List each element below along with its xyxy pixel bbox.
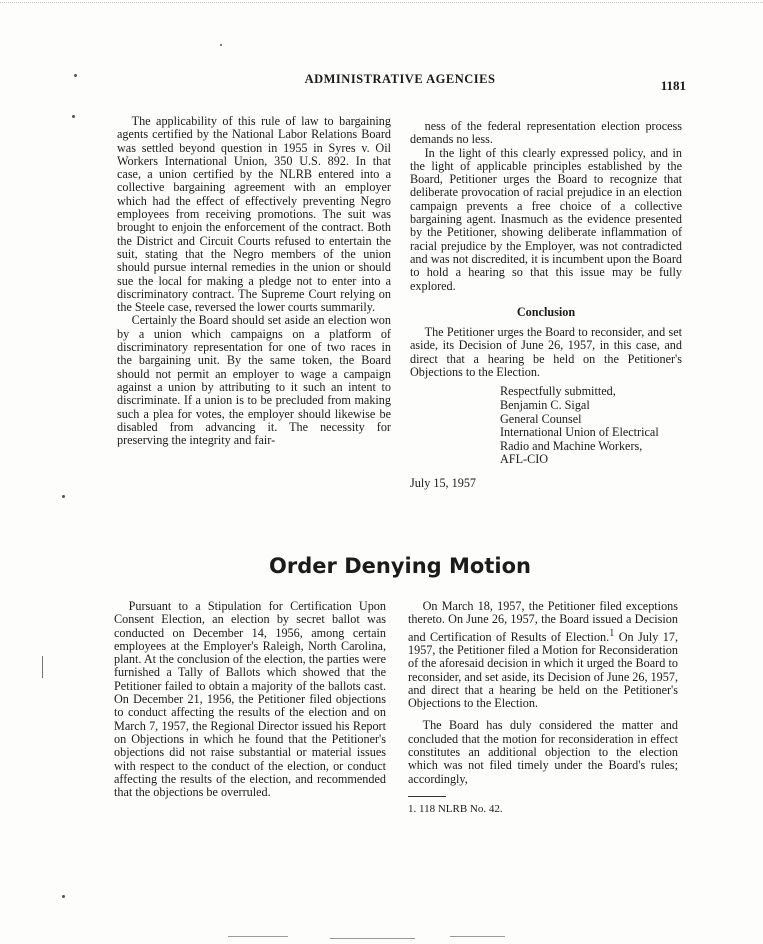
paragraph-syres-case: The applicability of this rule of law to bargaining agents certified by the National Labor Relations Board was settled beyond question in 1955 in Syres v. Oil Workers International Union, 350 U.S. 892. In that case, a union certified by the NLRB entered into a collective bargaining agreement with an employer which had the effect of effectively preventing Negro employees from receiving promotions. The suit was brought to enjoin the enforcement of the contract. Both the District and Circuit Courts refused to entertain the suit, stating that the Negro members of the union should pursue internal remedies in the union or should sue the local for making a pledge not to enter into a discriminatory contract. The Supreme Court relying on the Steele case, reversed the lower courts summarily. (117, 114, 391, 315)
conclusion-heading: Conclusion (516, 304, 576, 319)
signature-line: Respectfully submitted, (500, 384, 616, 399)
top-right-column (410, 120, 682, 490)
paragraph-board-should-set-aside: Certainly the Board should set aside an election won by a union which campaigns on a platform of discriminatory representation for one of two races in the bargaining unit. By the same token, the Board should not permit an employer to wage a campaign against a union by attributing to it such an intent to discriminate. If a union is to be precluded from making such a plea for votes, the employer should likewise be disabled from advancing it. The necessity for preserving the integrity and fair- (117, 313, 391, 448)
signature-line: International Union of Electrical (500, 425, 659, 440)
scan-speck (72, 115, 75, 118)
order-title: Order Denying Motion (269, 554, 531, 578)
scan-top-dotted-border (0, 2, 763, 3)
page-number: 1181 (660, 78, 686, 93)
paragraph-policy: In the light of this clearly expressed policy, and in the light of applicable principles established by the Board, Petitioner urges the Board to recognize that deliberate provocation of racial prejudice in an election campaign prevents a free choice of a collective bargaining agent. Inasmuch as the evidence presented by the Petitioner, showing deliberate inflammation of racial prejudice by the Employer, was not contradicted and was not discredited, it is incumbent upon the Board to hold a hearing so that this issue may be fully explored. (410, 145, 682, 293)
paragraph-board-considered: The Board has duly considered the matter and concluded that the motion for reconsideration in effect constitutes an additional objection to the election which was not filed timely under the Board's rules; accordingly, (408, 718, 678, 786)
scan-edge-line (450, 936, 505, 937)
scan-mark (42, 656, 43, 678)
order-right-column (408, 600, 678, 816)
signature-line: Benjamin C. Sigal (500, 397, 590, 412)
paragraph-exceptions-part2: On July 17, 1957, the Petitioner filed a Motion for Reconsideration of the aforesaid decision in which it urged the Board to reconsider, and set aside, its Decision of June 26, 1957, and direct that a hearing be held on the Petitioner's Objections to the Election. (408, 629, 678, 711)
top-left-column (117, 115, 391, 447)
order-left-column (114, 600, 386, 799)
paragraph-continuation: ness of the federal representation election process demands no less. (410, 119, 682, 147)
scan-speck (220, 44, 222, 46)
scan-speck (62, 495, 65, 498)
scan-edge-line (330, 938, 415, 939)
paragraph-conclusion: The Petitioner urges the Board to reconsider, and set aside, its Decision of June 26, 1957, in this case, and direct that a hearing be held on the Petitioner's Objections to the Election. (410, 325, 682, 380)
footnote-rule (408, 796, 446, 797)
signature-line: General Counsel (500, 411, 582, 426)
scan-speck (62, 895, 65, 898)
footnote: 1. 118 NLRB No. 42. (408, 802, 503, 815)
paragraph-stipulation: Pursuant to a Stipulation for Certification Upon Consent Election, an election by secret ballot was conducted on December 14, 1956, among certain employees at the Employer's Raleigh, North Carolina, plant. At the conclusion of the election, the parties were furnished a Tally of Ballots which showed that the Petitioner failed to obtain a majority of the ballots cast. On December 21, 1956, the Petitioner filed objections to conduct affecting the results of the election and on March 7, 1957, the Regional Director issued his Report on Objections in which he found that the Petitioner's objections did not raise substantial or material issues with respect to the conduct of the election, or conduct affecting the results of the election, and recommended that the objections be overruled. (114, 599, 386, 800)
paragraph-exceptions (408, 600, 678, 710)
signature-block (500, 385, 682, 467)
signature-line: Radio and Machine Workers, (500, 438, 643, 453)
scan-speck (74, 74, 77, 77)
signature-line: AFL-CIO (500, 452, 549, 467)
running-header: ADMINISTRATIVE AGENCIES (304, 72, 496, 86)
paragraph-exceptions-part1: On March 18, 1957, the Petitioner filed exceptions thereto. On June 26, 1957, the Board issued a Decision and Certification of Results of Election. (408, 599, 678, 644)
footnote-reference: 1 (609, 627, 615, 639)
filing-date: July 15, 1957 (410, 475, 477, 490)
scan-edge-line (228, 936, 288, 937)
